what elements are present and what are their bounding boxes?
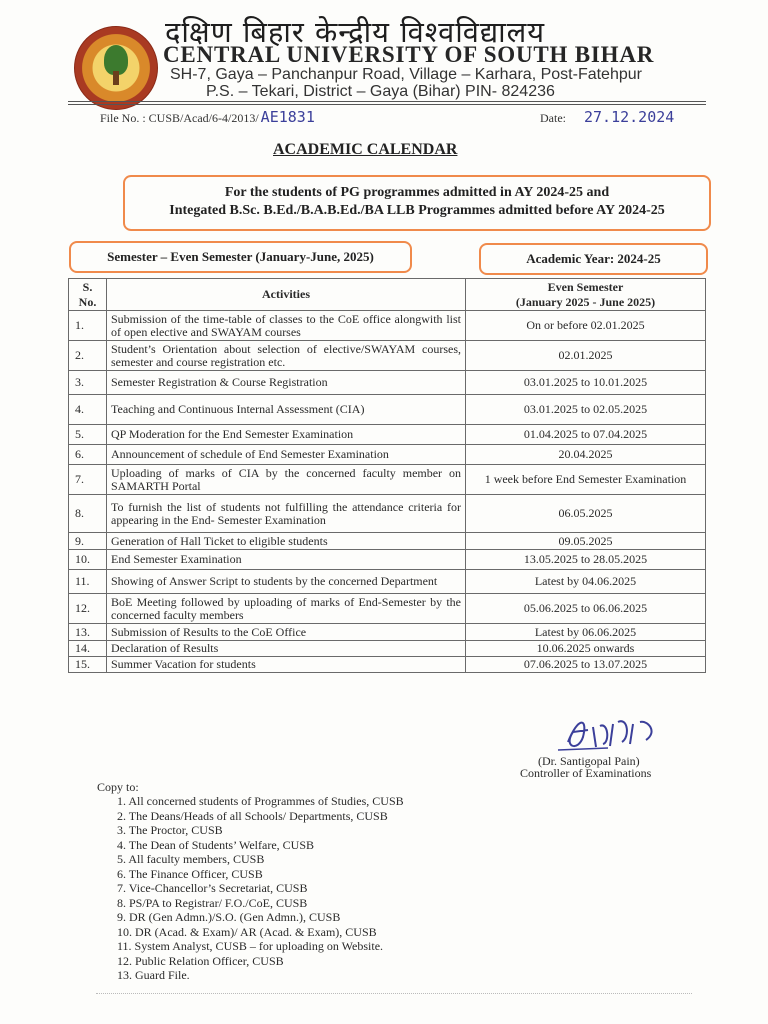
- row-date: 20.04.2025: [466, 445, 706, 465]
- university-logo: [74, 26, 158, 110]
- table-row: [69, 624, 706, 641]
- row-sno: 8.: [69, 495, 107, 533]
- row-date: 05.06.2025 to 06.06.2025: [466, 594, 706, 624]
- row-activity: BoE Meeting followed by uploading of marks of End-Semester by the concerned faculty members: [107, 594, 466, 624]
- row-sno: 14.: [69, 641, 107, 657]
- list-item: 6. The Finance Officer, CUSB: [117, 866, 263, 881]
- table-row: [69, 395, 706, 425]
- banner-line-1: For the students of PG programmes admitted in AY 2024-25 and: [224, 185, 610, 200]
- row-sno: 9.: [69, 533, 107, 550]
- row-activity: Generation of Hall Ticket to eligible students: [107, 533, 466, 550]
- row-date: 06.05.2025: [466, 495, 706, 533]
- academic-calendar-table: [68, 278, 706, 673]
- row-date: 13.05.2025 to 28.05.2025: [466, 550, 706, 570]
- list-item: 3. The Proctor, CUSB: [117, 823, 223, 837]
- university-name-hindi: दक्षिण बिहार केन्द्रीय विश्वविद्यालय: [165, 15, 546, 49]
- row-activity: End Semester Examination: [107, 550, 466, 570]
- row-activity: Teaching and Continuous Internal Assessment (CIA): [107, 395, 466, 425]
- file-number-handwritten: AE1831: [260, 108, 315, 126]
- academic-year-label: Academic Year: 2024-25: [479, 243, 708, 275]
- row-activity: Summer Vacation for students: [107, 657, 466, 673]
- row-date: 01.04.2025 to 07.04.2025: [466, 425, 706, 445]
- list-item: 5. All faculty members, CUSB: [117, 852, 265, 866]
- row-date: Latest by 04.06.2025: [466, 570, 706, 594]
- header-activities: Activities: [107, 279, 466, 311]
- file-number-label: File No. : CUSB/Acad/6-4/2013/: [100, 111, 259, 125]
- header-divider: [68, 101, 706, 102]
- row-sno: 5.: [69, 425, 107, 445]
- list-item: 9. DR (Gen Admn.)/S.O. (Gen Admn.), CUSB: [117, 910, 341, 924]
- row-activity: Semester Registration & Course Registration: [107, 371, 466, 395]
- row-activity: Uploading of marks of CIA by the concerned faculty member on SAMARTH Portal: [107, 465, 466, 495]
- row-activity: Declaration of Results: [107, 641, 466, 657]
- table-row: [69, 465, 706, 495]
- row-date: On or before 02.01.2025: [466, 311, 706, 341]
- table-row: [69, 341, 706, 371]
- page-title: ACADEMIC CALENDAR: [273, 141, 458, 158]
- row-date: 03.01.2025 to 02.05.2025: [466, 395, 706, 425]
- row-activity: QP Moderation for the End Semester Examination: [107, 425, 466, 445]
- list-item: 13. Guard File.: [117, 968, 190, 982]
- copy-to-heading: Copy to:: [97, 780, 139, 794]
- list-item: 8. PS/PA to Registrar/ F.O./CoE, CUSB: [117, 895, 308, 910]
- banner-line-2: Integated B.Sc. B.Ed./B.A.B.Ed./BA LLB Programmes admitted before AY 2024-25: [169, 203, 665, 218]
- row-sno: 12.: [69, 594, 107, 624]
- table-row: [69, 371, 706, 395]
- file-number: [100, 108, 315, 126]
- row-sno: 10.: [69, 550, 107, 570]
- table-row: [69, 311, 706, 341]
- row-sno: 6.: [69, 445, 107, 465]
- table-row: [69, 641, 706, 657]
- row-sno: 15.: [69, 657, 107, 673]
- header-sno: S. No.: [69, 279, 107, 311]
- university-name-english: CENTRAL UNIVERSITY OF SOUTH BIHAR: [163, 42, 655, 67]
- row-activity: Submission of Results to the CoE Office: [107, 624, 466, 641]
- copy-to-list: [117, 794, 404, 983]
- row-activity: Announcement of schedule of End Semester Examination: [107, 445, 466, 465]
- semester-label: Semester – Even Semester (January-June, 2025): [69, 241, 412, 273]
- row-sno: 4.: [69, 395, 107, 425]
- row-date: 07.06.2025 to 13.07.2025: [466, 657, 706, 673]
- row-date: 10.06.2025 onwards: [466, 641, 706, 657]
- row-sno: 7.: [69, 465, 107, 495]
- list-item: 7. Vice-Chancellor’s Secretariat, CUSB: [117, 881, 308, 895]
- row-sno: 11.: [69, 570, 107, 594]
- table-row: [69, 594, 706, 624]
- list-item: 10. DR (Acad. & Exam)/ AR (Acad. & Exam), CUSB: [117, 924, 377, 939]
- row-activity: Showing of Answer Script to students by the concerned Department: [107, 570, 466, 594]
- list-item: 2. The Deans/Heads of all Schools/ Departments, CUSB: [117, 808, 388, 823]
- list-item: 12. Public Relation Officer, CUSB: [117, 953, 284, 968]
- list-item: 4. The Dean of Students’ Welfare, CUSB: [117, 837, 314, 852]
- row-date: 09.05.2025: [466, 533, 706, 550]
- table-row: [69, 657, 706, 673]
- programme-banner: [123, 175, 711, 231]
- table-row: [69, 533, 706, 550]
- table-row: [69, 425, 706, 445]
- table-header-row: [69, 279, 706, 311]
- table-row: [69, 570, 706, 594]
- list-item: 1. All concerned students of Programmes of Studies, CUSB: [117, 794, 404, 808]
- list-item: 11. System Analyst, CUSB – for uploading on Website.: [117, 939, 384, 953]
- table-row: [69, 495, 706, 533]
- address-line-1: SH-7, Gaya – Panchanpur Road, Village – Karhara, Post-Fatehpur: [170, 66, 642, 83]
- signatory-designation: Controller of Examinations: [520, 766, 652, 780]
- row-date: Latest by 06.06.2025: [466, 624, 706, 641]
- document-date: [540, 108, 674, 126]
- row-activity: Student’s Orientation about selection of elective/SWAYAM courses, semester and course registration etc.: [107, 341, 466, 371]
- row-date: 02.01.2025: [466, 341, 706, 371]
- row-activity: To furnish the list of students not fulfilling the attendance criteria for appearing in the End- Semester Examination: [107, 495, 466, 533]
- row-date: 1 week before End Semester Examination: [466, 465, 706, 495]
- date-label: Date:: [540, 111, 566, 125]
- bottom-divider: [96, 993, 692, 994]
- row-activity: Submission of the time-table of classes to the CoE office alongwith list of open elective and SWAYAM courses: [107, 311, 466, 341]
- row-sno: 1.: [69, 311, 107, 341]
- date-handwritten: 27.12.2024: [584, 108, 675, 126]
- row-sno: 13.: [69, 624, 107, 641]
- signatory-name: (Dr. Santigopal Pain): [538, 754, 640, 768]
- header-even-semester: Even Semester (January 2025 - June 2025): [466, 279, 706, 311]
- address-line-2: P.S. – Tekari, District – Gaya (Bihar) PIN- 824236: [206, 83, 555, 100]
- row-date: 03.01.2025 to 10.01.2025: [466, 371, 706, 395]
- table-row: [69, 550, 706, 570]
- row-sno: 3.: [69, 371, 107, 395]
- table-row: [69, 445, 706, 465]
- row-sno: 2.: [69, 341, 107, 371]
